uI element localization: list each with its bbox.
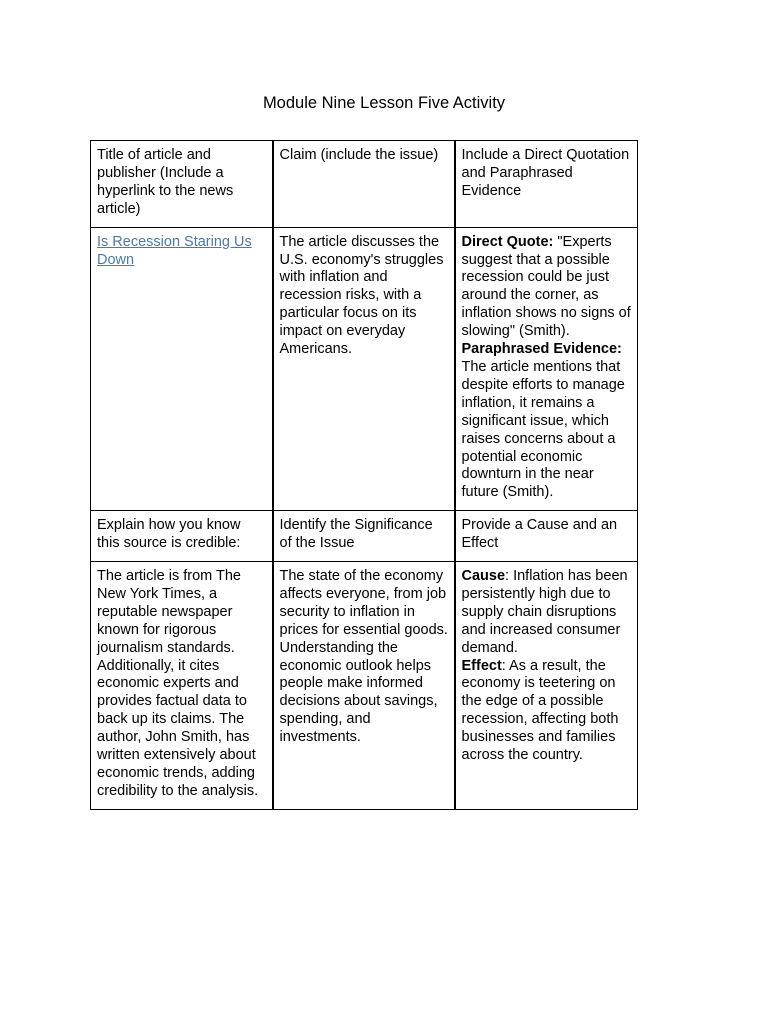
direct-quote-text: "Experts suggest that a possible recession could be just around the corner, as inflation shows no signs of slowing" (Smith).	[461, 233, 631, 340]
document-title: Module Nine Lesson Five Activity	[262, 94, 506, 112]
effect-line	[462, 658, 633, 765]
cause-label: Cause	[461, 568, 506, 585]
effect-text: : As a result, the economy is teetering on the edge of a possible recession, affecting both businesses and families across the country.	[461, 657, 619, 764]
header-article-title: Title of article and publisher (Include a hyperlink to the news article)	[91, 141, 273, 228]
cell-credibility: The article is from The New York Times, a reputable newspaper known for rigorous journalism standards. Additionally, it cites economic experts and provides factual data to back up its claims. The author, John Smith, has written extensively about economic trends, adding credibility to the analysis.	[91, 562, 273, 810]
paraphrased-evidence-label: Paraphrased Evidence:	[461, 341, 622, 358]
article-hyperlink[interactable]: Is Recession Staring Us Down	[97, 233, 252, 268]
cell-claim: The article discusses the U.S. economy's struggles with inflation and recession risks, with a particular focus on its impact on everyday Americans.	[273, 227, 455, 511]
paraphrased-evidence-text: The article mentions that despite efforts to manage inflation, it remains a significant issue, which raises concerns about a potential economic downturn in the near future (Smith).	[461, 358, 625, 501]
table-row-header-1	[91, 141, 638, 228]
cell-article-link	[91, 227, 273, 511]
effect-label: Effect	[461, 657, 502, 674]
header-cause-effect: Provide a Cause and an Effect	[455, 511, 638, 562]
header-quotation-evidence: Include a Direct Quotation and Paraphrased Evidence	[455, 141, 638, 228]
table-row-content-1	[91, 227, 638, 511]
direct-quote-label: Direct Quote:	[461, 233, 554, 250]
header-significance: Identify the Significance of the Issue	[273, 511, 455, 562]
cell-cause-effect	[455, 562, 638, 810]
header-credibility: Explain how you know this source is credible:	[91, 511, 273, 562]
cell-significance: The state of the economy affects everyone, from job security to inflation in prices for essential goods. Understanding the economic outlook helps people make informed decisions about savings, spending, and investments.	[273, 562, 455, 810]
cell-quotation-evidence	[455, 227, 638, 511]
cause-text: : Inflation has been persistently high due to supply chain disruptions and increased consumer demand.	[461, 568, 628, 656]
table-row-content-2	[91, 562, 638, 810]
activity-table	[90, 140, 638, 810]
header-claim: Claim (include the issue)	[273, 141, 455, 228]
table-row-header-2	[91, 511, 638, 562]
